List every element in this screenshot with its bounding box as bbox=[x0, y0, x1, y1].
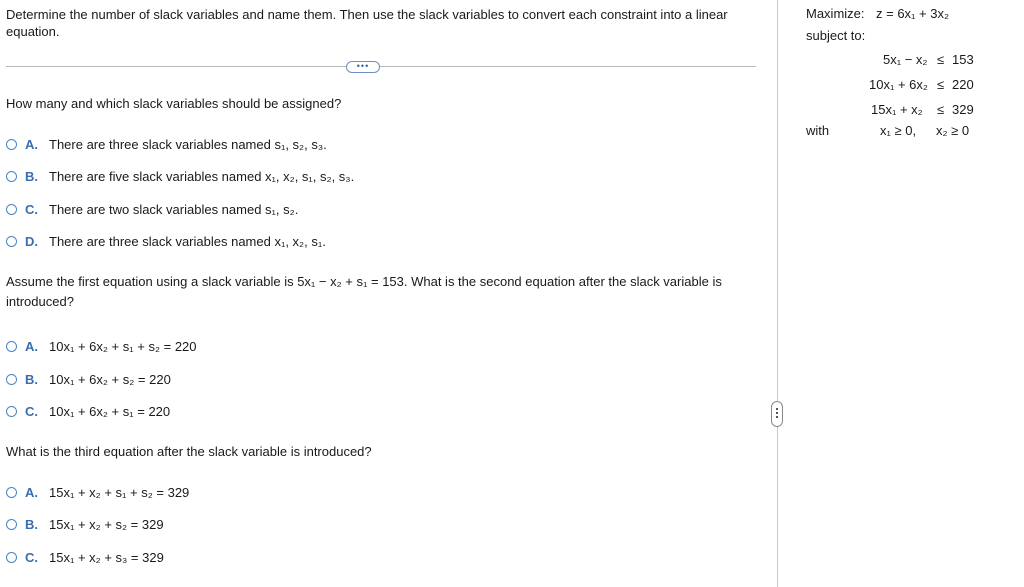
radio-button[interactable] bbox=[6, 139, 17, 150]
nonnegativity-x1: x₁ ≥ 0, bbox=[880, 123, 917, 138]
q1-option-b[interactable] bbox=[6, 167, 354, 185]
option-letter: D. bbox=[25, 233, 38, 249]
option-text: 10x₁ + 6x₂ + s₁ + s₂ = 220 bbox=[49, 338, 197, 354]
radio-button[interactable] bbox=[6, 406, 17, 417]
constraint-1-lhs: 5x₁ − x₂ bbox=[883, 52, 928, 67]
q2-option-b[interactable] bbox=[6, 370, 171, 388]
radio-button[interactable] bbox=[6, 519, 17, 530]
radio-button[interactable] bbox=[6, 552, 17, 563]
q2-option-c[interactable] bbox=[6, 402, 170, 420]
radio-button[interactable] bbox=[6, 171, 17, 182]
option-text: 10x₁ + 6x₂ + s₁ = 220 bbox=[49, 403, 171, 419]
option-text: There are three slack variables named x₁, x₂, s₁. bbox=[49, 233, 326, 249]
q3-option-a[interactable] bbox=[6, 483, 189, 501]
subject-to-label: subject to: bbox=[806, 28, 866, 43]
option-letter: B. bbox=[25, 371, 38, 387]
constraint-1-rhs: 153 bbox=[952, 52, 974, 67]
option-letter: A. bbox=[25, 484, 38, 500]
option-text: 15x₁ + x₂ + s₂ = 329 bbox=[49, 516, 164, 532]
option-text: 10x₁ + 6x₂ + s₂ = 220 bbox=[49, 371, 171, 387]
constraint-3-lhs: 15x₁ + x₂ bbox=[871, 102, 923, 117]
constraint-3-rhs: 329 bbox=[952, 102, 974, 117]
option-text: There are five slack variables named x₁, x₂, s₁, s₂, s₃. bbox=[49, 168, 355, 184]
constraint-3-rel: ≤ bbox=[937, 102, 945, 117]
constraint-1-rel: ≤ bbox=[937, 52, 945, 67]
option-letter: A. bbox=[25, 136, 38, 152]
q2-option-a[interactable] bbox=[6, 337, 197, 355]
option-letter: C. bbox=[25, 403, 38, 419]
radio-button[interactable] bbox=[6, 487, 17, 498]
q1-prompt: How many and which slack variables should be assigned? bbox=[6, 96, 342, 111]
option-letter: C. bbox=[25, 549, 38, 565]
option-text: There are two slack variables named s₁, s₂. bbox=[49, 201, 299, 217]
radio-button[interactable] bbox=[6, 374, 17, 385]
option-letter: A. bbox=[25, 338, 38, 354]
expand-more-button[interactable]: ••• bbox=[346, 61, 380, 73]
constraint-2-rhs: 220 bbox=[952, 77, 974, 92]
q3-option-c[interactable] bbox=[6, 548, 164, 566]
constraint-2-lhs: 10x₁ + 6x₂ bbox=[869, 77, 928, 92]
radio-button[interactable] bbox=[6, 204, 17, 215]
option-text: 15x₁ + x₂ + s₃ = 329 bbox=[49, 549, 164, 565]
q1-option-a[interactable] bbox=[6, 135, 327, 153]
radio-button[interactable] bbox=[6, 236, 17, 247]
objective-function: z = 6x₁ + 3x₂ bbox=[876, 6, 950, 21]
option-letter: C. bbox=[25, 201, 38, 217]
q1-option-c[interactable] bbox=[6, 200, 298, 218]
constraint-2-rel: ≤ bbox=[937, 77, 945, 92]
section-divider bbox=[6, 66, 756, 67]
q3-prompt: What is the third equation after the slack variable is introduced? bbox=[6, 444, 372, 459]
option-letter: B. bbox=[25, 168, 38, 184]
with-label: with bbox=[806, 123, 830, 138]
instructions-text: Determine the number of slack variables and name them. Then use the slack variables to convert each constraint into a linear equation. bbox=[6, 7, 728, 39]
q3-option-b[interactable] bbox=[6, 515, 164, 533]
option-text: 15x₁ + x₂ + s₁ + s₂ = 329 bbox=[49, 484, 190, 500]
radio-button[interactable] bbox=[6, 341, 17, 352]
nonnegativity-x2: x₂ ≥ 0 bbox=[936, 123, 970, 138]
problem-panel bbox=[778, 0, 1024, 587]
q1-option-d[interactable] bbox=[6, 232, 326, 250]
option-letter: B. bbox=[25, 516, 38, 532]
q2-prompt: Assume the first equation using a slack variable is 5x₁ − x₂ + s₁ = 153. What is the second equation after the slack variable is introduced? bbox=[6, 274, 722, 309]
maximize-label: Maximize: bbox=[806, 6, 865, 21]
option-text: There are three slack variables named s₁, s₂, s₃. bbox=[49, 136, 327, 152]
